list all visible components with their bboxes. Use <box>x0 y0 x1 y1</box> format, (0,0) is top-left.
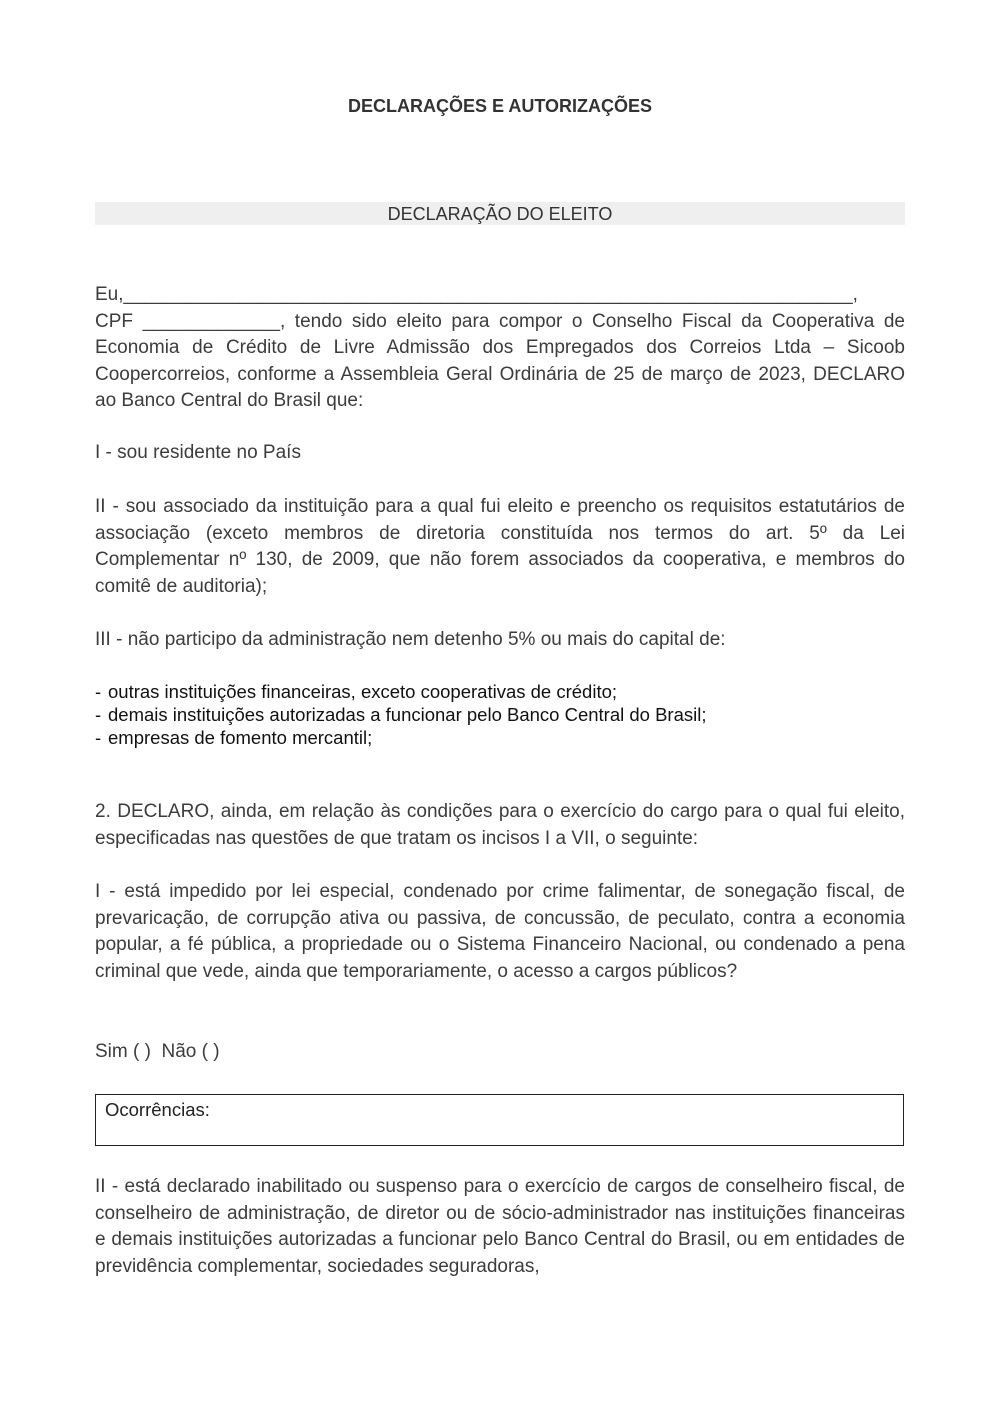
list-item-text: demais instituições autorizadas a funcionar pelo Banco Central do Brasil; <box>108 704 707 725</box>
occurrences-label: Ocorrências: <box>105 1099 210 1120</box>
yes-no-answer[interactable]: Sim ( ) Não ( ) <box>95 1041 220 1062</box>
bullet-dash: - <box>95 704 102 725</box>
question-ii: II - está declarado inabilitado ou suspenso para o exercício de cargos de conselheiro fiscal, de conselheiro de administração, de diretor ou de sócio-administrador nas instituições financeiras e demais instituições autorizadas a funcionar pelo Banco Central do Brasil, ou em entidades de previdência complementar, sociedades seguradoras, <box>95 1176 905 1277</box>
document-title: DECLARAÇÕES E AUTORIZAÇÕES <box>347 96 653 116</box>
bullet-dash: - <box>95 681 102 702</box>
item-iii: III - não participo da administração nem detenho 5% ou mais do capital de: <box>95 629 726 650</box>
bullet-dash: - <box>95 727 102 748</box>
section-title: DECLARAÇÃO DO ELEITO <box>95 202 905 225</box>
declaro-paragraph: 2. DECLARO, ainda, em relação às condições para o exercício do cargo para o qual fui eleito, especificadas nas questões de que tratam os incisos I a VII, o seguinte: <box>95 801 905 849</box>
intro-text: CPF _____________, tendo sido eleito para compor o Conselho Fiscal da Cooperativa de Economia de Crédito de Livre Admissão dos Empregados dos Correios Ltda – Sicoob Coopercorreios, conforme a Assembleia Geral Ordinária de 25 de março de 2023, DECLARO ao Banco Central do Brasil que: <box>95 310 905 411</box>
question-i: I - está impedido por lei especial, condenado por crime falimentar, de sonegação fiscal, de prevaricação, de corrupção ativa ou passiva, de concussão, de peculato, contra a economia popular, a fé pública, a propriedade ou o Sistema Financeiro Nacional, ou condenado a pena criminal que vede, ainda que temporariamente, o acesso a cargos públicos? <box>95 881 905 982</box>
list-item-text: empresas de fomento mercantil; <box>108 727 373 748</box>
list-item <box>95 726 795 749</box>
list-item <box>95 703 795 726</box>
capital-list <box>95 680 795 749</box>
name-field-line[interactable]: Eu,_____________________________________________________________________, <box>95 284 858 305</box>
intro-paragraph <box>95 282 905 415</box>
list-item-text: outras instituições financeiras, exceto cooperativas de crédito; <box>108 681 618 702</box>
item-i: I - sou residente no País <box>95 442 301 463</box>
item-ii: II - sou associado da instituição para a qual fui eleito e preencho os requisitos estatutários de associação (exceto membros de diretoria constituída nos termos do art. 5º da Lei Complementar nº 130, de 2009, que não forem associados da cooperativa, e membros do comitê de auditoria); <box>95 496 905 597</box>
list-item <box>95 680 795 703</box>
occurrences-box[interactable] <box>95 1094 904 1146</box>
